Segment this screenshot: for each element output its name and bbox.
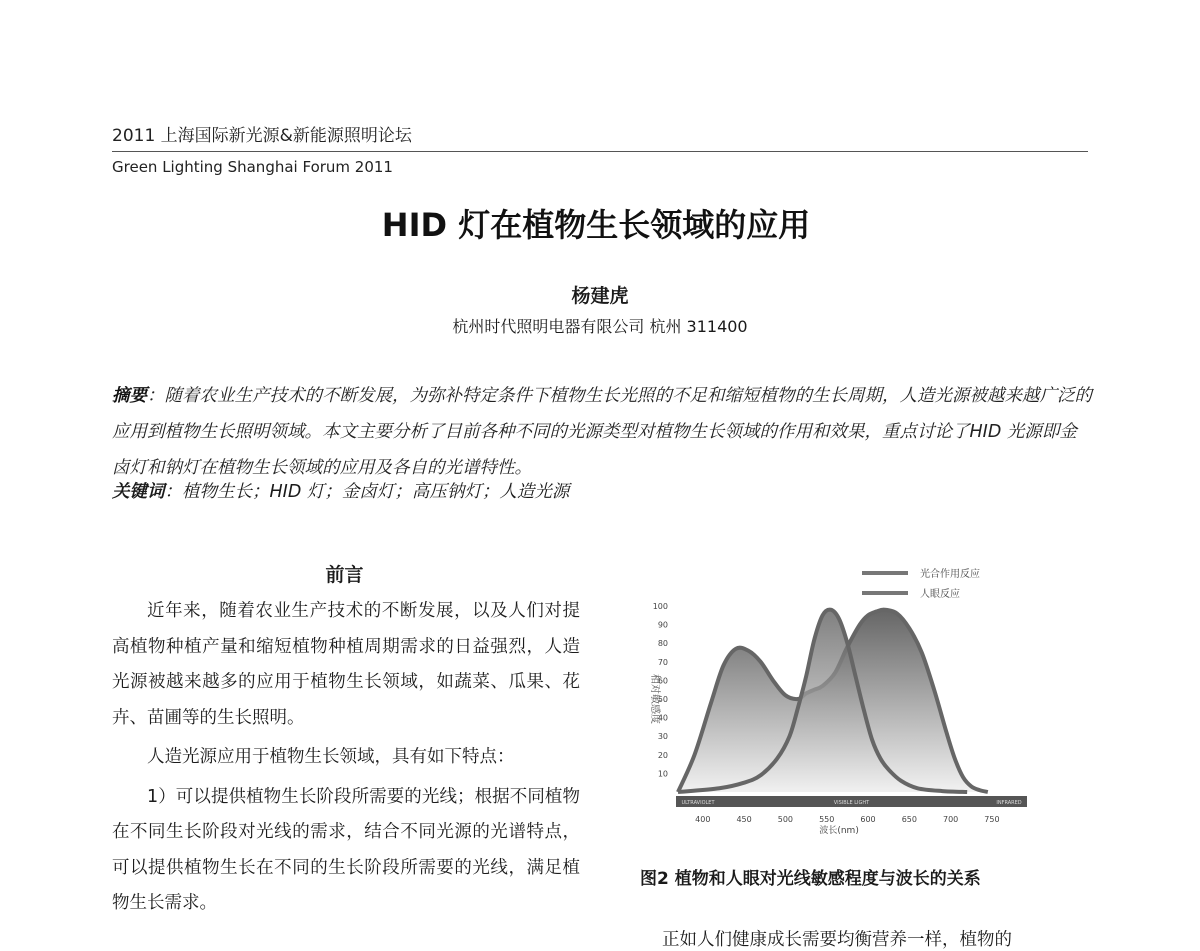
x-tick-label: 700 — [943, 815, 959, 824]
y-tick-label: 80 — [657, 639, 668, 649]
y-tick-label: 50 — [657, 695, 668, 704]
x-axis-label: 波长(nm) — [819, 826, 859, 836]
y-tick-label: 30 — [657, 732, 668, 742]
paragraph-features: 人造光源应用于植物生长领域，具有如下特点： — [147, 747, 515, 767]
paper-affiliation: 杭州时代照明电器有限公司 杭州 311400 — [452, 317, 748, 336]
y-tick-label: 60 — [657, 676, 668, 686]
y-tick-label: 70 — [657, 657, 668, 667]
paragraph-feature-1: 1）可以提供植物生长阶段所需要的光线；根据不同植物在不同生长阶段对光线的需求，结合不同光源的光谱特点，可以提供植物生长在不同的生长阶段所需要的光线，满足植物生长需求。 — [112, 786, 580, 913]
x-tick-label: 550 — [819, 815, 835, 824]
spectrum-bar-label: ULTRAVIOLET — [681, 800, 715, 806]
legend-label-1: 光合作用反应 — [920, 569, 980, 580]
section-title: 前言 — [325, 564, 364, 586]
keywords-text: ：植物生长；HID 灯；金卤灯；高压钠灯；人造光源 — [164, 482, 570, 502]
paragraph-intro: 近年来，随着农业生产技术的不断发展，以及人们对提高植物种植产量和缩短植物种植周期需求的日益强烈，人造光源被越来越多的应用于植物生长领域，如蔬菜、瓜果、花卉、苗圃等的生长照明。 — [112, 601, 580, 728]
spectrum-bar-label: VISIBLE LIGHT — [833, 800, 870, 806]
spectrum-bar-label: INFRARED — [996, 800, 1022, 806]
y-tick-label: 20 — [657, 750, 668, 760]
x-tick-label: 750 — [984, 815, 1000, 824]
paper-author: 杨建虎 — [571, 285, 629, 307]
x-tick-label: 500 — [777, 815, 794, 824]
y-axis-label: 相对敏感度 — [649, 674, 660, 724]
abstract-text: ：随着农业生产技术的不断发展，为弥补特定条件下植物生长光照的不足和缩短植物的生长周期，人造光源被越来越广泛的应用到植物生长照明领域。本文主要分析了目前各种不同的光源类型对植物生长领域的作用和效果，重点讨论了HID 光源即金卤灯和钠灯在植物生长领域的应用及各自的光谱特性。 — [112, 386, 1092, 478]
forum-header-english: Green Lighting Shanghai Forum 2011 — [112, 158, 393, 176]
forum-header-chinese: 2011 上海国际新光源&新能源照明论坛 — [112, 126, 412, 146]
keywords — [112, 478, 1092, 503]
y-tick-label: 100 — [652, 602, 668, 611]
x-tick-label: 400 — [695, 815, 711, 824]
left-column — [112, 594, 580, 922]
abstract — [112, 378, 1092, 486]
x-tick-label: 600 — [860, 815, 876, 824]
x-tick-label: 650 — [901, 815, 917, 824]
spectrum-chart — [630, 556, 1040, 846]
keywords-label: 关键词 — [112, 482, 165, 502]
right-column-paragraph: 正如人们健康成长需要均衡营养一样，植物的 — [662, 930, 1012, 950]
abstract-label: 摘要 — [112, 386, 147, 406]
y-tick-label: 90 — [657, 620, 668, 630]
paper-title: HID 灯在植物生长领域的应用 — [381, 206, 811, 244]
figure-caption: 图2 植物和人眼对光线敏感程度与波长的关系 — [640, 869, 981, 889]
legend-label-2: 人眼反应 — [920, 589, 960, 600]
y-tick-label: 10 — [657, 769, 668, 779]
header-divider — [112, 151, 1088, 152]
y-tick-label: 40 — [657, 713, 668, 723]
x-tick-label: 450 — [736, 815, 752, 824]
